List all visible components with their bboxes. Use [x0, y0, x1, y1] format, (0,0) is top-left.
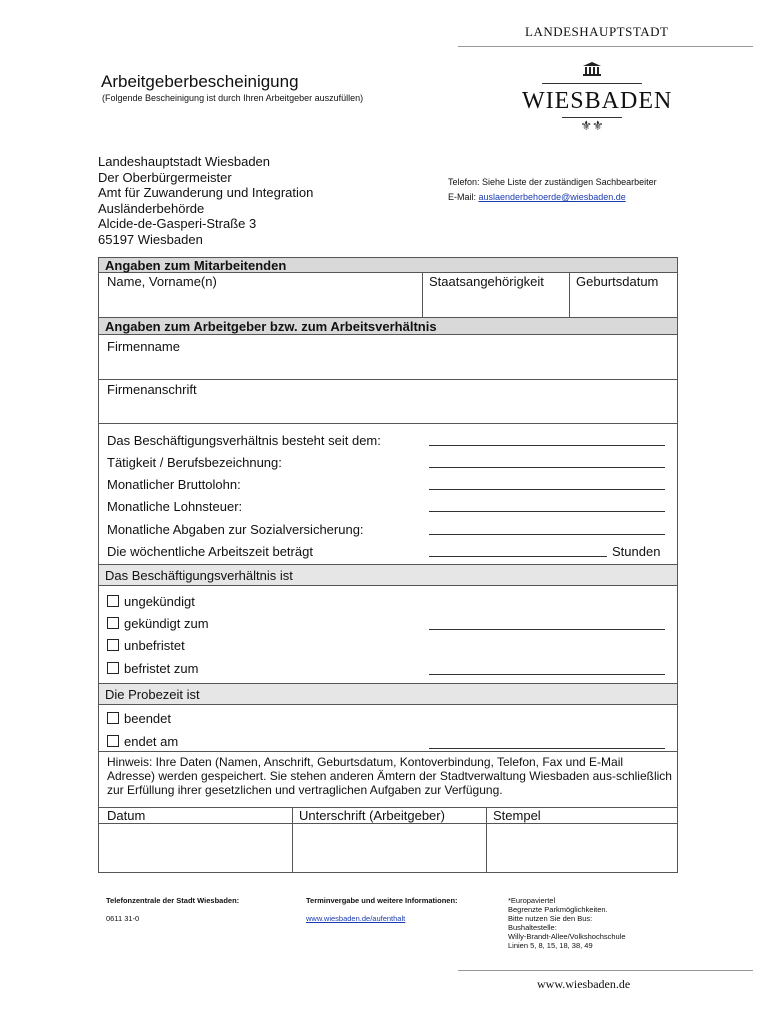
- job-title-blank[interactable]: [429, 467, 665, 468]
- employment-since-blank[interactable]: [429, 445, 665, 446]
- probation-option[interactable]: [107, 734, 178, 749]
- address-line: Alcide-de-Gasperi-Straße 3: [98, 216, 257, 231]
- address-line: Der Oberbürgermeister: [98, 169, 232, 185]
- city-hall-icon: [583, 62, 601, 76]
- checkbox-icon[interactable]: [107, 662, 119, 674]
- parking-line: Begrenzte Parkmöglichkeiten.: [508, 905, 608, 914]
- divider: [99, 823, 677, 824]
- email-link[interactable]: auslaenderbehoerde@wiesbaden.de: [478, 192, 626, 202]
- status-option[interactable]: [107, 638, 185, 653]
- nationality-label: Staatsangehörigkeit: [429, 274, 544, 289]
- email-label: E-Mail:: [448, 192, 479, 202]
- recipient-address: [98, 154, 313, 247]
- page-subtitle: (Folgende Bescheinigung ist durch Ihren Arbeitgeber auszufüllen): [102, 93, 364, 103]
- parking-line: Willy-Brandt-Allee/Volkshochschule: [508, 932, 626, 941]
- hours-unit: Stunden: [612, 544, 661, 559]
- parking-line: Bitte nutzen Sie den Bus:: [508, 914, 593, 923]
- option-label: unbefristet: [124, 638, 185, 653]
- parking-line: Linien 5, 8, 15, 18, 38, 49: [508, 941, 593, 950]
- section-employer-header: [99, 317, 677, 335]
- divider: [569, 273, 570, 317]
- income-tax-blank[interactable]: [429, 511, 665, 512]
- section-status-header: [99, 564, 677, 586]
- status-option[interactable]: [107, 661, 198, 676]
- checkbox-icon[interactable]: [107, 617, 119, 629]
- section-employee-header: [99, 258, 677, 273]
- signature-label: Unterschrift (Arbeitgeber): [299, 808, 445, 823]
- divider: [486, 807, 487, 873]
- checkbox-icon[interactable]: [107, 595, 119, 607]
- section-employee-title: Angaben zum Mitarbeitenden: [105, 258, 287, 273]
- logo-rule: [542, 83, 642, 84]
- date-label: Datum: [107, 808, 146, 823]
- divider: [99, 423, 677, 424]
- divider: [99, 751, 677, 752]
- section-probation-header: [99, 683, 677, 705]
- logo-word: WIESBADEN: [522, 88, 673, 114]
- divider: [99, 379, 677, 380]
- info-title: Terminvergabe und weitere Informationen:: [306, 896, 458, 905]
- name-label: Name, Vorname(n): [107, 274, 217, 289]
- field-label: Tätigkeit / Berufsbezeichnung:: [107, 455, 282, 470]
- social-security-blank[interactable]: [429, 534, 665, 535]
- divider: [292, 807, 293, 873]
- birthdate-label: Geburtsdatum: [576, 274, 659, 289]
- option-label: befristet zum: [124, 661, 199, 676]
- option-label: gekündigt zum: [124, 616, 209, 631]
- lilies-icon: ⚜⚜: [580, 118, 604, 133]
- status-option[interactable]: [107, 616, 209, 631]
- parking-line: *Europaviertel: [508, 896, 556, 905]
- field-label: Monatlicher Bruttolohn:: [107, 477, 241, 492]
- wiesbaden-logo: [522, 62, 673, 133]
- stamp-label: Stempel: [493, 808, 541, 823]
- status-option[interactable]: [107, 594, 195, 609]
- section-status-title: Das Beschäftigungsverhältnis ist: [105, 568, 293, 583]
- info-link[interactable]: www.wiesbaden.de/aufenthalt: [306, 914, 406, 923]
- contact-info: [448, 175, 657, 205]
- checkbox-icon[interactable]: [107, 712, 119, 724]
- city-caption: LANDESHAUPTSTADT: [525, 24, 669, 39]
- checkbox-icon[interactable]: [107, 639, 119, 651]
- weekly-hours-blank[interactable]: [429, 556, 607, 557]
- parking-line: Bushaltestelle:: [508, 923, 557, 932]
- section-probation-title: Die Probezeit ist: [105, 687, 200, 702]
- field-label: Die wöchentliche Arbeitszeit beträgt: [107, 544, 313, 559]
- field-label: Monatliche Lohnsteuer:: [107, 499, 243, 514]
- probation-option[interactable]: [107, 711, 171, 726]
- data-privacy-notice: Hinweis: Ihre Daten (Namen, Anschrift, Geburtsdatum, Kontoverbindung, Telefon, Fax und E-Mail Adresse) werden gespeichert. Sie stehen anderen Ämtern der Stadtverwaltung Wiesbaden aus-schließlich zur Erfüllung ihrer gesetzlichen und vertraglichen Aufgaben zur Verfügung.: [107, 755, 672, 797]
- gross-salary-blank[interactable]: [429, 489, 665, 490]
- company-name-label: Firmenname: [107, 339, 180, 354]
- footer-info: [306, 896, 458, 923]
- switchboard-number: 0611 31-0: [106, 914, 140, 923]
- checkbox-icon[interactable]: [107, 735, 119, 747]
- field-label: Monatliche Abgaben zur Sozialversicherung:: [107, 522, 364, 537]
- phone-info: Telefon: Siehe Liste der zuständigen Sachbearbeiter: [448, 177, 657, 187]
- divider: [306, 905, 458, 914]
- page-title: Arbeitgeberbescheinigung: [101, 72, 299, 91]
- fixed-term-date-blank[interactable]: [429, 674, 665, 675]
- option-label: endet am: [124, 734, 179, 749]
- option-label: beendet: [124, 711, 171, 726]
- company-address-label: Firmenanschrift: [107, 382, 197, 397]
- footer-divider: [458, 970, 753, 971]
- email-info: [448, 190, 657, 205]
- footer-parking: [508, 896, 626, 950]
- address-line: 65197 Wiesbaden: [98, 231, 203, 247]
- divider: [422, 273, 423, 317]
- footer-website[interactable]: www.wiesbaden.de: [537, 977, 631, 991]
- option-label: ungekündigt: [124, 594, 195, 609]
- address-line: Ausländerbehörde: [98, 200, 205, 216]
- address-line: Landeshauptstadt Wiesbaden: [98, 154, 271, 169]
- terminated-date-blank[interactable]: [429, 629, 665, 630]
- section-employer-title: Angaben zum Arbeitgeber bzw. zum Arbeitsverhältnis: [105, 319, 437, 334]
- divider: [106, 905, 239, 914]
- field-label: Das Beschäftigungsverhältnis besteht seit dem:: [107, 433, 381, 448]
- switchboard-title: Telefonzentrale der Stadt Wiesbaden:: [106, 896, 240, 905]
- probation-end-blank[interactable]: [429, 748, 665, 749]
- certificate-form: [98, 257, 678, 873]
- header-divider: [458, 46, 753, 47]
- address-line: Amt für Zuwanderung und Integration: [98, 185, 314, 200]
- footer-switchboard: [106, 896, 239, 923]
